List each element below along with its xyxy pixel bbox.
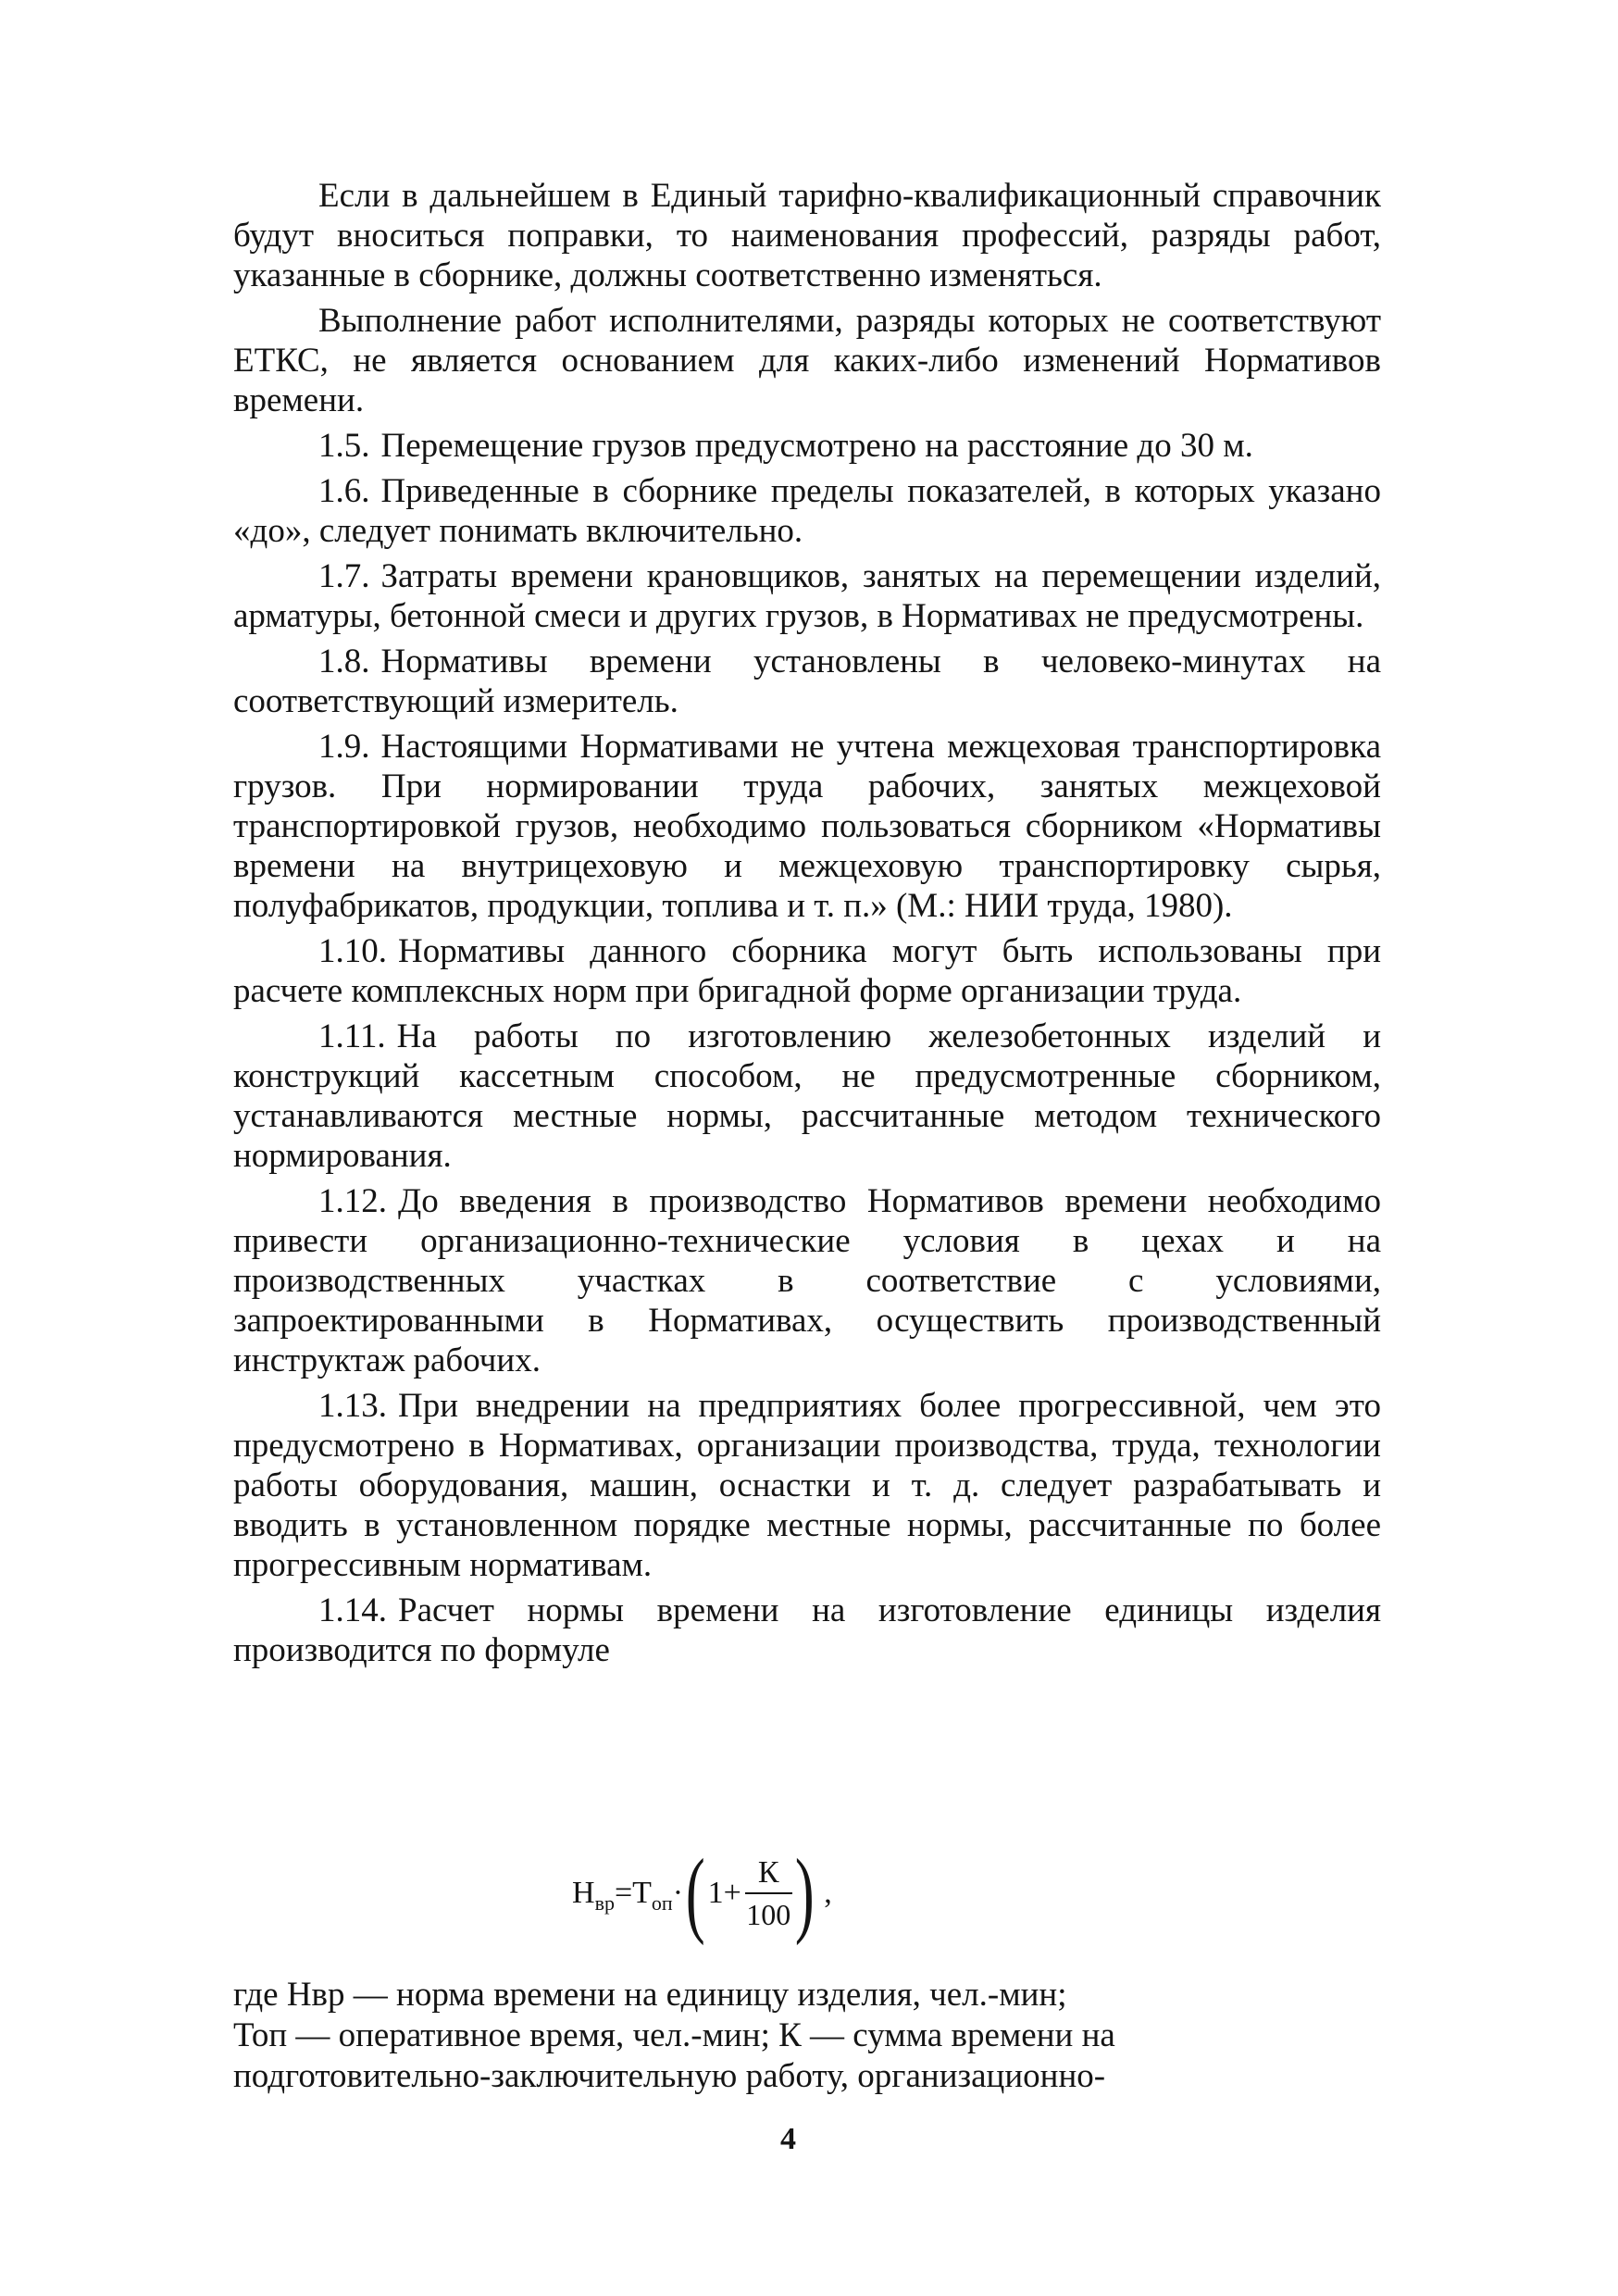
clause-text: На работы по изготовлению железобетонных изделий и конструкций кассетным способом, не предусмотренные сборником, устанавливаются местные нормы, рассчитанные методом технического нормирования. — [233, 1017, 1381, 1175]
clause-1-6 — [233, 471, 1381, 551]
formula-lhs — [572, 1876, 684, 1915]
clause-1-5 — [233, 426, 1381, 466]
formula-one-plus: 1+ — [707, 1876, 741, 1910]
intro-paragraph: Выполнение работ исполнителями, разряды которых не соответствуют ЕТКС, не является основанием для каких-либо изменений Нормативов времени. — [233, 302, 1381, 419]
clause-1-9 — [233, 727, 1381, 926]
clause-1-11 — [233, 1017, 1381, 1176]
clause-1-14 — [233, 1591, 1381, 1670]
formula-comma: , — [824, 1876, 832, 1910]
formula-open-paren: ( — [685, 1840, 705, 1946]
formula-symbol-t: Т — [632, 1876, 652, 1910]
clause-number: 1.11. — [318, 1017, 386, 1055]
clause-number: 1.8. — [318, 643, 370, 680]
clause-number: 1.13. — [318, 1387, 387, 1425]
formula-explanation — [233, 1975, 1381, 2097]
clause-text: Расчет нормы времени на изготовление единицы изделия производится по формуле — [233, 1591, 1381, 1669]
formula-subscript-op: оп — [651, 1891, 673, 1915]
clause-1-8 — [233, 642, 1381, 721]
clause-number: 1.14. — [318, 1591, 387, 1629]
clause-1-7 — [233, 556, 1381, 636]
clause-text: Нормативы данного сборника могут быть использованы при расчете комплексных норм при бригадной форме организации труда. — [233, 932, 1381, 1010]
formula-subscript-vr: вр — [594, 1891, 615, 1915]
clause-text: Нормативы времени установлены в человеко-минутах на соответствующий измеритель. — [233, 643, 1381, 720]
clause-number: 1.7. — [318, 557, 370, 595]
formula-fraction — [745, 1855, 792, 1932]
clause-text: Приведенные в сборнике пределы показателей, в которых указано «до», следует понимать включительно. — [233, 472, 1381, 550]
clause-text: До введения в производство Нормативов времени необходимо привести организационно-технические условия в цехах и на производственных участках в соответствие с условиями, запроектированными в Нормативах, осуществить производственный инструктаж рабочих. — [233, 1182, 1381, 1379]
norm-time-formula — [572, 1833, 832, 1953]
explanation-line: подготовительно-заключительную работу, организационно- — [233, 2057, 1106, 2095]
formula-equals: = — [614, 1876, 633, 1910]
clause-number: 1.12. — [318, 1182, 387, 1220]
clause-1-13 — [233, 1386, 1381, 1585]
clause-1-10 — [233, 931, 1381, 1011]
clause-number: 1.10. — [318, 932, 387, 970]
formula-numerator: К — [745, 1855, 792, 1894]
clause-number: 1.9. — [318, 728, 370, 766]
clause-number: 1.5. — [318, 427, 370, 465]
explanation-line: Топ — оперативное время, чел.-мин; К — сумма времени на — [233, 2016, 1115, 2054]
formula-close-paren: ) — [794, 1840, 815, 1946]
intro-paragraph: Если в дальнейшем в Единый тарифно-квалификационный справочник будут вноситься поправки, то наименования профессий, разряды работ, указанные в сборнике, должны соответственно изменяться. — [233, 177, 1381, 294]
body-text — [233, 176, 1381, 1676]
clause-text: При внедрении на предприятиях более прогрессивной, чем это предусмотрено в Нормативах, организации производства, труда, технологии работы оборудования, машин, оснастки и т. д. следует разрабатывать и вводить в установленном порядке местные нормы, рассчитанные по более прогрессивным нормативам. — [233, 1387, 1381, 1584]
explanation-line: где Нвр — норма времени на единицу изделия, чел.-мин; — [233, 1976, 1067, 2014]
clause-text: Настоящими Нормативами не учтена межцеховая транспортировка грузов. При нормировании труда рабочих, занятых межцеховой транспортировкой грузов, необходимо пользоваться сборником «Нормативы времени на внутрицеховую и межцеховую транспортировку сырья, полуфабрикатов, продукции, топлива и т. п.» (М.: НИИ труда, 1980). — [233, 728, 1381, 925]
clause-text: Затраты времени крановщиков, занятых на перемещении изделий, арматуры, бетонной смеси и других грузов, в Нормативах не предусмотрены. — [233, 557, 1381, 635]
clause-number: 1.6. — [318, 472, 370, 510]
formula-denominator: 100 — [746, 1897, 791, 1931]
page-number: 4 — [780, 2122, 796, 2156]
clause-text: Перемещение грузов предусмотрено на расстояние до 30 м. — [380, 427, 1253, 465]
formula-dot: · — [672, 1876, 684, 1910]
clause-1-12 — [233, 1181, 1381, 1380]
formula-symbol-h: Н — [572, 1876, 595, 1910]
